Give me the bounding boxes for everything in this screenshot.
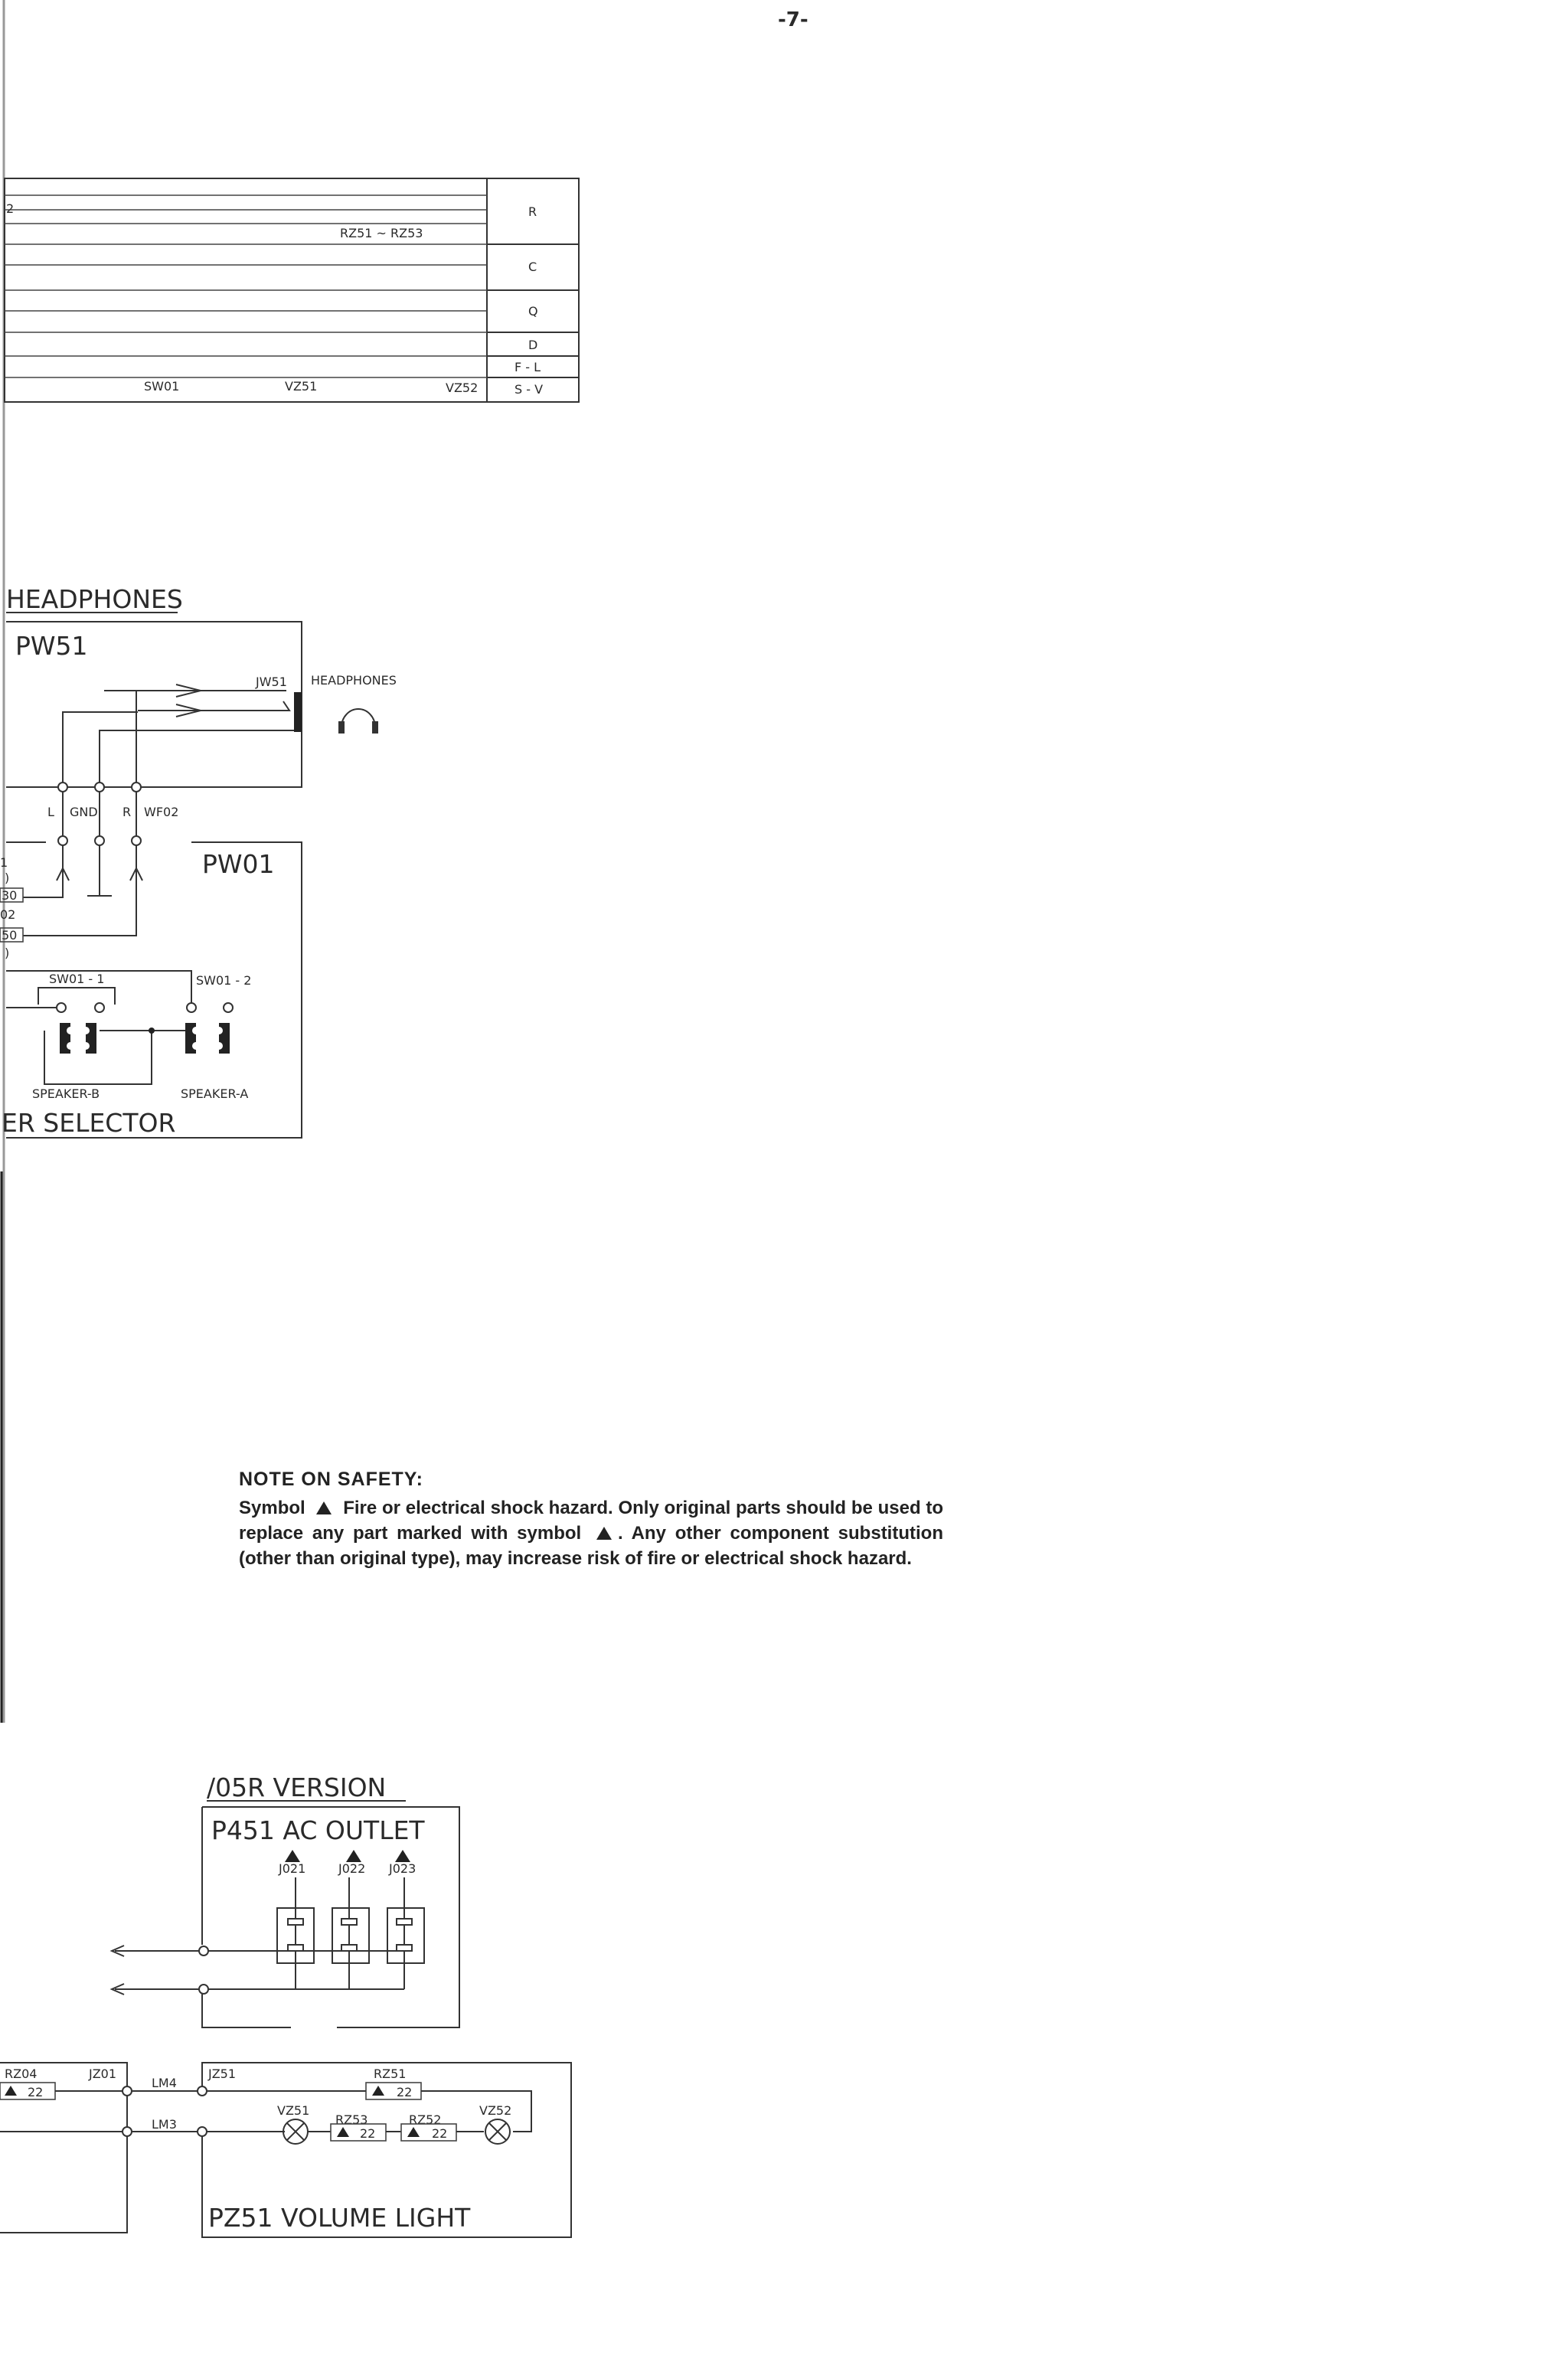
headphones-board: PW51 [15,631,88,661]
safety-note [239,1469,943,1571]
sv-label-vz52: VZ52 [446,381,479,395]
warning-icon [395,1850,410,1862]
speaker-selector-section [0,842,302,1138]
headphones-title: HEADPHONES [6,584,183,614]
pz51-board: PZ51 VOLUME LIGHT [208,2203,471,2233]
switch-ref-2: SW01 - 2 [196,973,252,988]
volume-light-section [0,2063,571,2237]
speaker-a-terminal [185,1023,230,1054]
rz52-value: 22 [432,2126,448,2141]
lamp-icon [485,2119,510,2144]
selector-title: ER SELECTOR [2,1108,176,1138]
safety-note-title: NOTE ON SAFETY: [239,1469,423,1490]
headphones-section [6,584,397,845]
row-label-r: R [528,204,537,219]
rz52-ref: RZ52 [409,2112,442,2127]
fragment-mark: 2 [6,201,15,216]
jack-label: HEADPHONES [311,673,397,688]
row-label-sv: S - V [514,382,544,397]
version-label: /05R VERSION [207,1773,387,1802]
left-frag-1: 1 [0,855,8,870]
warning-icon [372,2086,384,2096]
pin-r: R [122,805,132,819]
warning-icon [346,1850,361,1862]
outlet-socket [332,1908,369,1963]
warning-icon [596,1527,612,1540]
warning-icon [407,2127,420,2137]
left-frag-3: 30 [2,888,18,903]
parts-table [5,178,579,402]
pin-l: L [47,805,54,819]
ac-outlet-section [112,1773,459,2027]
safety-text-2: . Any other component substitution (other than original type), may increase risk of fire or electrical shock hazard. [239,1523,943,1569]
r-row-label: RZ51 ~ RZ53 [340,226,423,240]
row-label-fl: F - L [514,360,541,374]
jz01-ref: JZ01 [89,2067,117,2081]
jack-ref: JW51 [256,675,287,689]
headphones-icon [338,709,378,734]
warning-icon [5,2086,17,2096]
vz52-ref: VZ52 [479,2103,512,2118]
outlet-socket [387,1908,424,1963]
rz51-value: 22 [397,2085,413,2099]
vz51-ref: VZ51 [277,2103,310,2118]
speaker-a-label: SPEAKER-A [181,1086,249,1101]
sv-label-sw01: SW01 [144,379,180,394]
rz04-value: 22 [28,2085,44,2099]
wire-lm3: LM3 [152,2117,177,2132]
outlet-j021: J021 [279,1861,306,1876]
safety-text-1: Fire or electrical shock hazard. Only original parts should be used to replace any part marked with symbol [239,1498,944,1544]
pin-gnd: GND [70,805,98,819]
page-number: -7- [778,8,808,31]
row-label-d: D [528,338,538,352]
warning-icon [285,1850,300,1862]
rz53-value: 22 [360,2126,376,2141]
ac-outlet-board: P451 AC OUTLET [211,1815,425,1845]
rz04-ref: RZ04 [5,2067,38,2081]
speaker-b-label: SPEAKER-B [32,1086,100,1101]
row-label-c: C [528,260,537,274]
left-frag-6: ) [5,946,10,960]
warning-icon [337,2127,349,2137]
jz51-ref: JZ51 [208,2067,237,2081]
left-frag-4: 02 [0,907,16,922]
speaker-b-terminal [60,1023,96,1054]
left-frag-5: 50 [2,928,18,943]
jack-body [294,692,302,732]
rz51-ref: RZ51 [374,2067,407,2081]
wire-wf02: WF02 [144,805,179,819]
symbol-word: Symbol [239,1498,305,1518]
sv-label-vz51: VZ51 [285,379,318,394]
row-label-q: Q [528,304,538,319]
lamp-icon [283,2119,308,2144]
outlet-j023: J023 [389,1861,416,1876]
safety-note-body [239,1495,943,1571]
wire-lm4: LM4 [152,2076,177,2090]
switch-ref-1: SW01 - 1 [49,972,105,986]
pw01-board: PW01 [202,849,275,879]
rz53-ref: RZ53 [335,2112,368,2127]
left-frag-2: ) [5,871,10,885]
outlet-j022: J022 [338,1861,366,1876]
warning-icon [316,1501,332,1514]
